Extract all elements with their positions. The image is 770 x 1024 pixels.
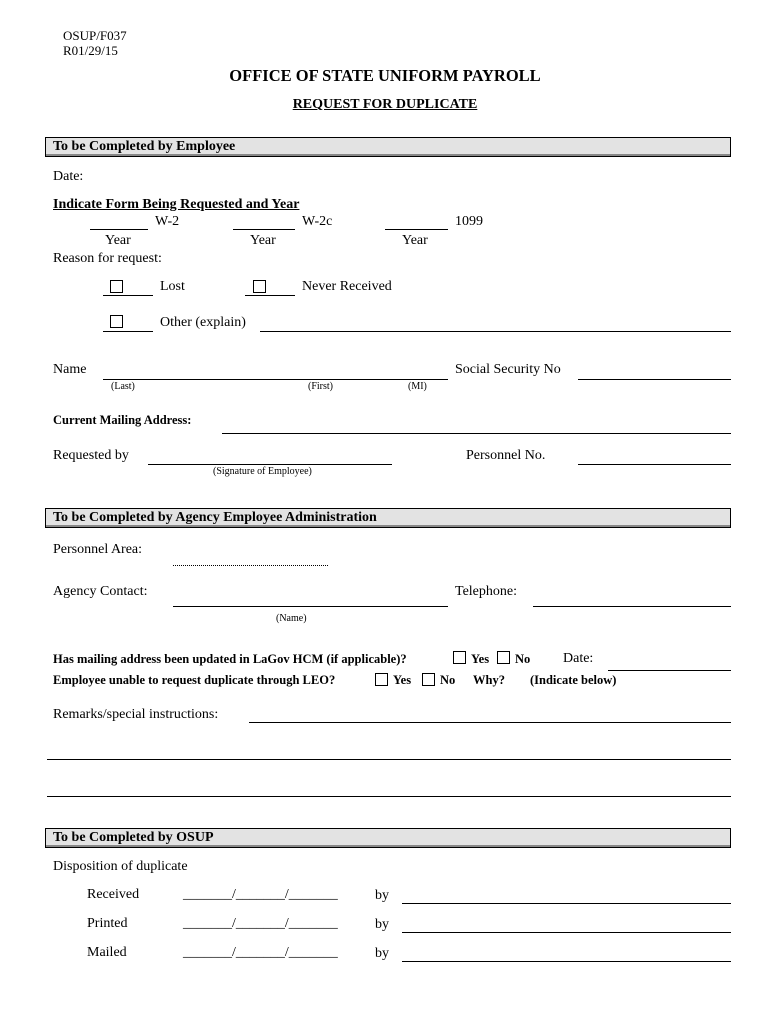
page-subtitle: REQUEST FOR DUPLICATE bbox=[292, 97, 478, 112]
question-leo: Employee unable to request duplicate through LEO? bbox=[53, 673, 336, 687]
q1-no-label: No bbox=[515, 652, 531, 666]
indicate-form-label: Indicate Form Being Requested and Year bbox=[53, 197, 300, 212]
q2-yes-checkbox[interactable] bbox=[375, 673, 388, 686]
name-field[interactable] bbox=[103, 379, 448, 380]
lost-label: Lost bbox=[160, 279, 185, 294]
indicate-below-label: (Indicate below) bbox=[530, 673, 617, 687]
checkbox-underline bbox=[103, 331, 153, 332]
received-label: Received bbox=[87, 887, 140, 902]
q2-no-checkbox[interactable] bbox=[422, 673, 435, 686]
telephone-label: Telephone: bbox=[455, 584, 517, 599]
requested-by-label: Requested by bbox=[53, 448, 129, 463]
q2-no-label: No bbox=[440, 673, 456, 687]
section-header-agency: To be Completed by Agency Employee Administration bbox=[45, 508, 731, 528]
q2-yes-label: Yes bbox=[393, 673, 412, 687]
year-caption: Year bbox=[250, 233, 276, 248]
w2c-year-field[interactable] bbox=[233, 229, 295, 230]
form-1099-label: 1099 bbox=[455, 214, 483, 229]
remarks-label: Remarks/special instructions: bbox=[53, 707, 219, 722]
received-date-field[interactable]: _______/_______/_______ bbox=[183, 887, 338, 902]
remarks-line[interactable] bbox=[47, 759, 731, 760]
section-header-osup: To be Completed by OSUP bbox=[45, 828, 731, 848]
form-w2c-label: W-2c bbox=[302, 214, 333, 229]
never-received-label: Never Received bbox=[302, 279, 392, 294]
agency-contact-label: Agency Contact: bbox=[53, 584, 148, 599]
reason-label: Reason for request: bbox=[53, 251, 162, 266]
date-label: Date: bbox=[53, 169, 84, 184]
section-header-employee: To be Completed by Employee bbox=[45, 137, 731, 157]
personnel-no-label: Personnel No. bbox=[466, 448, 546, 463]
checkbox-underline bbox=[103, 295, 153, 296]
question-address-updated: Has mailing address been updated in LaGov HCM (if applicable)? bbox=[53, 652, 407, 666]
disposition-label: Disposition of duplicate bbox=[53, 859, 188, 874]
lost-checkbox[interactable] bbox=[110, 280, 123, 293]
signature-caption: (Signature of Employee) bbox=[213, 466, 312, 477]
personnel-area-label: Personnel Area: bbox=[53, 542, 143, 557]
printed-by-label: by bbox=[375, 917, 389, 932]
mailed-by-label: by bbox=[375, 946, 389, 961]
name-first-caption: (First) bbox=[308, 381, 333, 392]
year-caption: Year bbox=[105, 233, 131, 248]
q1-yes-label: Yes bbox=[471, 652, 490, 666]
printed-date-field[interactable]: _______/_______/_______ bbox=[183, 916, 338, 931]
q1-date-field[interactable] bbox=[608, 670, 731, 671]
ssn-field[interactable] bbox=[578, 379, 731, 380]
printed-label: Printed bbox=[87, 916, 128, 931]
mailing-address-label: Current Mailing Address: bbox=[53, 413, 192, 427]
1099-year-field[interactable] bbox=[385, 229, 448, 230]
year-caption: Year bbox=[402, 233, 428, 248]
w2-year-field[interactable] bbox=[90, 229, 148, 230]
personnel-no-field[interactable] bbox=[578, 464, 731, 465]
telephone-field[interactable] bbox=[533, 606, 731, 607]
other-label: Other (explain) bbox=[160, 315, 246, 330]
name-label: Name bbox=[53, 362, 87, 377]
mailed-date-field[interactable]: _______/_______/_______ bbox=[183, 945, 338, 960]
received-by-field[interactable] bbox=[402, 903, 731, 904]
received-by-label: by bbox=[375, 888, 389, 903]
other-checkbox[interactable] bbox=[110, 315, 123, 328]
contact-name-caption: (Name) bbox=[276, 613, 307, 624]
ssn-label: Social Security No bbox=[455, 362, 561, 377]
form-w2-label: W-2 bbox=[155, 214, 180, 229]
agency-contact-field[interactable] bbox=[173, 606, 448, 607]
signature-field[interactable] bbox=[148, 464, 392, 465]
q1-yes-checkbox[interactable] bbox=[453, 651, 466, 664]
personnel-area-field[interactable] bbox=[173, 565, 328, 566]
name-last-caption: (Last) bbox=[111, 381, 135, 392]
page-title: OFFICE OF STATE UNIFORM PAYROLL bbox=[229, 66, 541, 85]
q1-date-label: Date: bbox=[563, 651, 594, 666]
form-code: OSUP/F037 bbox=[63, 28, 127, 43]
mailing-address-field[interactable] bbox=[222, 433, 731, 434]
mailed-by-field[interactable] bbox=[402, 961, 731, 962]
never-received-checkbox[interactable] bbox=[253, 280, 266, 293]
other-explain-field[interactable] bbox=[260, 331, 731, 332]
mailed-label: Mailed bbox=[87, 945, 127, 960]
remarks-field[interactable] bbox=[249, 722, 731, 723]
revision-date: R01/29/15 bbox=[63, 43, 118, 58]
name-mi-caption: (MI) bbox=[408, 381, 427, 392]
remarks-line[interactable] bbox=[47, 796, 731, 797]
checkbox-underline bbox=[245, 295, 295, 296]
why-label: Why? bbox=[473, 673, 505, 687]
printed-by-field[interactable] bbox=[402, 932, 731, 933]
q1-no-checkbox[interactable] bbox=[497, 651, 510, 664]
